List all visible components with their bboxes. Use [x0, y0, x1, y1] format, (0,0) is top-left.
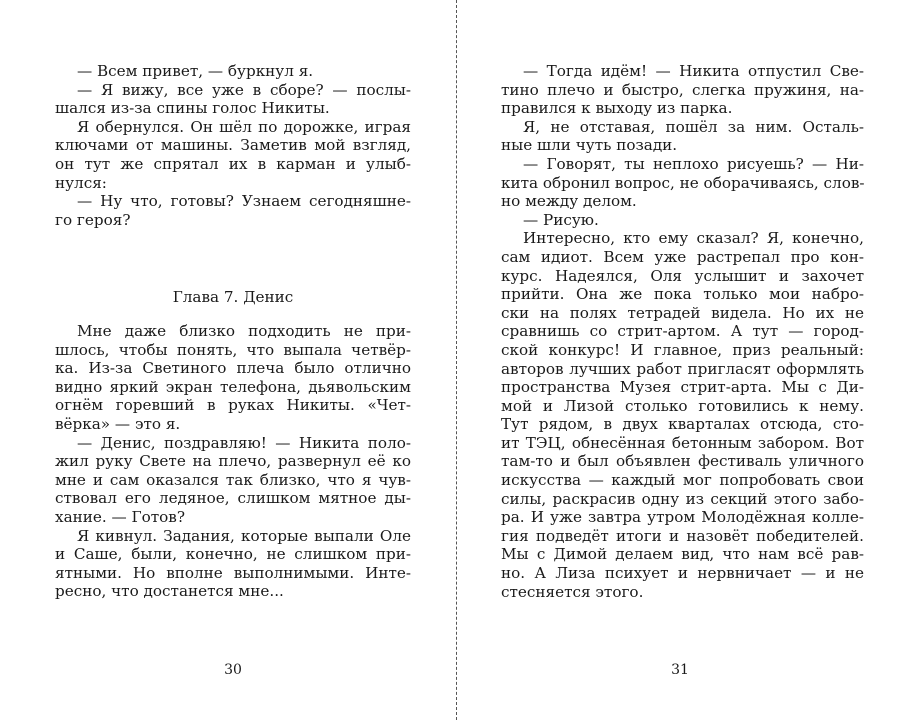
text-line: мой и Лизой столько готовились к нему.: [501, 396, 864, 415]
text-line: и Саше, были, конечно, не слишком при-: [55, 545, 411, 564]
text-line: — Я вижу, все уже в сборе? — послы-: [77, 80, 411, 99]
paragraph: [55, 322, 411, 434]
text-line: Я кивнул. Задания, которые выпали Оле: [77, 526, 411, 545]
text-line: гия подведёт итоги и назовёт победителей.: [501, 526, 864, 545]
text-line: искусства — каждый мог попробовать свои: [501, 471, 864, 490]
text-line: — Тогда идём! — Никита отпустил Све-: [523, 62, 864, 80]
text-line: ресно, что достанется мне...: [55, 582, 284, 601]
text-line: пространства Музея стрит-арта. Мы с Ди-: [501, 378, 864, 397]
paragraph: [501, 155, 864, 211]
text-line: огнём горевший в руках Никиты. «Чет-: [55, 396, 411, 415]
text-line: го героя?: [55, 210, 131, 229]
text-line: — Всем привет, — буркнул я.: [77, 62, 314, 80]
text-line: Тут рядом, в двух кварталах отсюда, сто-: [501, 415, 864, 434]
text-line: курс. Надеялся, Оля услышит и захочет: [501, 266, 864, 285]
text-line: тино плечо и быстро, слегка пружиня, на-: [501, 80, 864, 99]
text-line: силы, раскрасив одну из секций этого забо-: [501, 489, 864, 508]
text-line: ит ТЭЦ, обнесённая бетонным забором. Вот: [501, 433, 864, 452]
text-line: но. А Лиза психует и нервничает — и не: [501, 564, 864, 583]
text-line: ски на полях тетрадей видела. Но их не: [501, 303, 864, 322]
text-line: вёрка» — это я.: [55, 414, 181, 433]
text-line: кита обронил вопрос, не оборачиваясь, слов-: [501, 173, 865, 192]
page-number-left: 30: [224, 662, 242, 678]
text-line: сам идиот. Всем уже растрепал про кон-: [501, 247, 864, 266]
text-line: видно яркий экран телефона, дьявольским: [55, 377, 411, 396]
right-text-block: [501, 62, 864, 601]
text-line: шлось, чтобы понять, что выпала четвёр-: [55, 340, 411, 359]
text-line: стесняется этого.: [501, 582, 644, 601]
text-line: Я обернулся. Он шёл по дорожке, играя: [77, 117, 411, 136]
text-line: — Денис, поздравляю! — Никита поло-: [77, 433, 411, 452]
text-line: он тут же спрятал их в карман и улыб-: [55, 154, 411, 173]
paragraph: [55, 81, 411, 118]
text-line: ствовал его ледяное, слишком мятное ды-: [55, 489, 411, 508]
text-line: ключами от машины. Заметив мой взгляд,: [55, 136, 411, 155]
text-line: Мне даже близко подходить не при-: [77, 322, 411, 340]
paragraph: [55, 192, 411, 229]
text-line: Мы с Димой делаем вид, что нам всё рав-: [501, 545, 864, 564]
text-line: — Рисую.: [523, 210, 599, 229]
text-line: ные шли чуть позади.: [501, 136, 678, 155]
text-line: прийти. Она же пока только мои набро-: [501, 285, 864, 304]
text-line: нулся:: [55, 173, 107, 192]
paragraph: [501, 62, 864, 118]
paragraph: [55, 118, 411, 192]
right-page: [457, 0, 912, 720]
text-line: шался из-за спины голос Никиты.: [55, 99, 330, 118]
text-line: там-то и был объявлен фестиваль уличного: [501, 452, 864, 471]
paragraph: [55, 62, 411, 81]
text-line: авторов лучших работ пригласят оформлять: [501, 359, 864, 378]
text-line: мне и сам оказался так близко, что я чув-: [55, 470, 411, 489]
left-text-block-top: [55, 62, 411, 229]
text-line: Я, не отставая, пошёл за ним. Осталь-: [523, 117, 864, 136]
text-line: ка. Из-за Светиного плеча было отлично: [55, 359, 411, 378]
text-line: — Говорят, ты неплохо рисуешь? — Ни-: [523, 154, 864, 173]
text-line: жил руку Свете на плечо, развернул её ко: [55, 452, 411, 471]
text-line: сравнишь со стрит-артом. А тут — город-: [501, 322, 864, 341]
text-line: ской конкурс! И главное, приз реальный:: [501, 340, 864, 359]
text-line: ятными. Но вполне выполнимыми. Инте-: [55, 563, 411, 582]
text-line: — Ну что, готовы? Узнаем сегодняшне-: [77, 192, 411, 211]
paragraph: [501, 229, 864, 601]
left-text-block-bottom: [55, 322, 411, 601]
chapter-title: Глава 7. Денис: [172, 288, 294, 306]
paragraph: [501, 211, 864, 230]
paragraph: [55, 527, 411, 601]
text-line: ра. И уже завтра утром Молодёжная колле-: [501, 508, 864, 527]
page-number-right: 31: [671, 662, 689, 678]
text-line: но между делом.: [501, 192, 637, 211]
text-line: правился к выходу из парка.: [501, 99, 733, 118]
paragraph: [501, 118, 864, 155]
text-line: Интересно, кто ему сказал? Я, конечно,: [523, 229, 864, 248]
text-line: хание. — Готов?: [55, 507, 185, 526]
paragraph: [55, 434, 411, 527]
